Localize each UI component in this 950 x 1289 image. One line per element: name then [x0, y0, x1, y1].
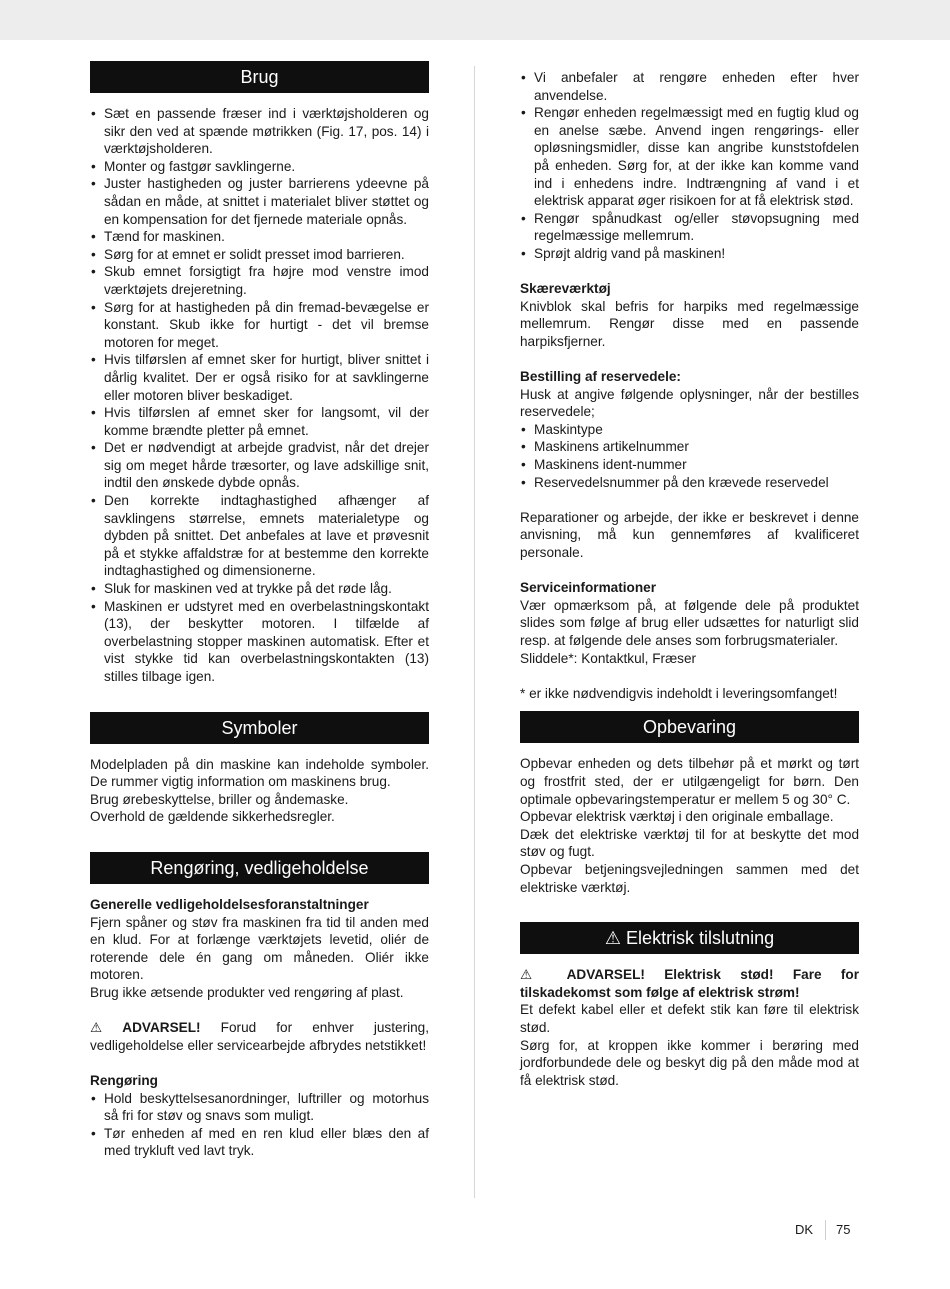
list-item: • Tør enheden af med en ren klud eller blæs den af med trykluft ved lavt tryk. [90, 1125, 429, 1160]
reservedele-list [520, 421, 859, 491]
column-divider [474, 66, 475, 1198]
list-item: • Maskinens ident-nummer [520, 456, 859, 474]
language-code: DK [795, 1222, 814, 1237]
footer-separator [825, 1220, 826, 1240]
list-item: • Sprøjt aldrig vand på maskinen! [520, 245, 859, 263]
section-heading-rengoring: Rengøring, vedligeholdelse [90, 852, 429, 884]
section-heading-elektrisk [520, 922, 859, 954]
paragraph: Husk at angive følgende oplysninger, når der bestilles reservedele; [520, 386, 859, 420]
warning-label: ADVARSEL! [122, 1020, 201, 1036]
paragraph: Opbevar elektrisk værktøj i den originale emballage. [520, 809, 834, 825]
subheading: Bestilling af reservedele: [520, 369, 681, 385]
list-item: • Skub emnet forsigtigt fra højre mod venstre imod værktøjets drejeretning. [90, 263, 429, 298]
paragraph: Vær opmærksom på, at følgende dele på produktet slides som følge af brug eller udsættes for naturligt slid resp. at følgende dele anses som forbrugsmaterialer. [520, 597, 859, 648]
list-item: • Hold beskyttelsesanordninger, luftriller og motorhus så fri for støv og snavs som muligt. [90, 1090, 429, 1125]
symboler-text: Overhold de gældende sikkerhedsregler. [90, 809, 335, 825]
list-item: • Reservedelsnummer på den krævede reservedel [520, 474, 859, 492]
rengoring-list-continued [520, 69, 859, 263]
symboler-text: Brug ørebeskyttelse, briller og åndemaske. [90, 791, 349, 807]
warning-paragraph [520, 966, 859, 1001]
page-number: 75 [836, 1222, 851, 1237]
right-column [520, 69, 859, 1089]
paragraph: Dæk det elektriske værktøj til for at beskytte det mod støv og fugt. [520, 826, 859, 860]
list-item: • Sluk for maskinen ved at trykke på det røde låg. [90, 580, 429, 598]
paragraph: Fjern spåner og støv fra maskinen fra tid til anden med en klud. For at forlænge værktøjets levetid, oliér de roterende dele én gang om måneden. Oliér ikke motoren. [90, 914, 429, 983]
list-item: • Juster hastigheden og juster barrierens ydeevne på sådan en måde, at snittet i materialet bliver støttet og en kompensation for det fjernede materiale opnås. [90, 175, 429, 228]
warning-text: Forud for enhver justering, vedligeholdelse eller servicearbejde afbrydes netstikket! [90, 1020, 430, 1053]
list-item: • Tænd for maskinen. [90, 228, 429, 246]
warning-icon: ⚠ [90, 1020, 103, 1036]
warning-icon: ⚠ [604, 928, 622, 949]
top-band [0, 0, 950, 40]
list-item: • Rengør enheden regelmæssigt med en fugtig klud og en anelse sæbe. Anvend ingen rengørings- eller opløsningsmidler, disse kan angribe kunststofdelen på enheden. Sørg for, at der ikke kan komme vand ind i enhedens indre. Indtrængning af vand i et elektrisk apparat øger risikoen for at få elektrisk stød. [520, 104, 859, 210]
list-item: • Monter og fastgør savklingerne. [90, 158, 429, 176]
section-heading-symboler: Symboler [90, 712, 429, 744]
paragraph: Knivblok skal befris for harpiks med regelmæssige mellemrum. Rengør disse med en passende harpiksfjerner. [520, 298, 859, 349]
list-item: • Rengør spånudkast og/eller støvopsugning med regelmæssige mellemrum. [520, 210, 859, 245]
paragraph: Sørg for, at kroppen ikke kommer i berøring med jordforbundede dele og beskyt dig på den måde mod at få elektrisk stød. [520, 1037, 859, 1088]
list-item: • Den korrekte indtaghastighed afhænger af savklingens størrelse, emnets materialetype og dybden på snittet. Det anbefales at lave et prøvesnit på et stykke affaldstræ for at bestemme den korrekte indtaghastighed og dimensionerne. [90, 492, 429, 580]
section-title: Elektrisk tilslutning [626, 928, 775, 949]
subheading: Serviceinformationer [520, 580, 656, 596]
list-item: • Hvis tilførslen af emnet sker for hurtigt, bliver snittet i dårlig kvalitet. Der er også risiko for at savklingerne eller motoren bliver beskadiget. [90, 351, 429, 404]
paragraph: Opbevar betjeningsvejledningen sammen med det elektriske værktøj. [520, 861, 859, 895]
paragraph: Brug ikke ætsende produkter ved rengøring af plast. [90, 984, 404, 1000]
list-item: • Maskintype [520, 421, 859, 439]
list-item: • Det er nødvendigt at arbejde gradvist, når det drejer sig om meget hårde træsorter, og lave adskillige snit, indtil den ønskede dybde opnås. [90, 439, 429, 492]
list-item: • Sørg for at hastigheden på din fremad-bevægelse er konstant. Skub ikke for hurtigt - det vil bremse motoren for meget. [90, 299, 429, 352]
brug-list [90, 105, 429, 686]
list-item: • Vi anbefaler at rengøre enheden efter hver anvendelse. [520, 69, 859, 104]
subheading: Rengøring [90, 1072, 158, 1088]
footnote: * er ikke nødvendigvis indeholdt i leveringsomfanget! [520, 685, 838, 701]
warning-icon: ⚠ [520, 967, 548, 983]
list-item: • Hvis tilførslen af emnet sker for langsomt, vil der komme brændte pletter på emnet. [90, 404, 429, 439]
paragraph: Reparationer og arbejde, der ikke er beskrevet i denne anvisning, må kun gennemføres af kvalificeret personale. [520, 509, 859, 561]
paragraph: Sliddele*: Kontaktkul, Fræser [520, 650, 697, 666]
paragraph: Opbevar enheden og dets tilbehør på et mørkt og tørt og frostfrit sted, der er utilgængeligt for børn. Den optimale opbevaringstemperatur er mellem 5 og 30° C. [520, 756, 859, 807]
section-heading-opbevaring: Opbevaring [520, 711, 859, 743]
warning-text: ADVARSEL! Elektrisk stød! Fare for tilskadekomst som følge af elektrisk strøm! [520, 967, 860, 1000]
rengoring-list [90, 1090, 429, 1160]
paragraph: Et defekt kabel eller et defekt stik kan føre til elektrisk stød. [520, 1002, 859, 1035]
list-item: • Maskinens artikelnummer [520, 438, 859, 456]
list-item: • Sørg for at emnet er solidt presset imod barrieren. [90, 246, 429, 264]
subheading: Skæreværktøj [520, 281, 611, 297]
left-column [90, 61, 429, 1160]
section-heading-brug: Brug [90, 61, 429, 93]
list-item: • Maskinen er udstyret med en overbelastningskontakt (13), der beskytter motoren. I tilfælde af overbelastning stopper maskinen automatisk. Efter et vist stykke tid kan overbelastningskontakten (13) stilles tilbage igen. [90, 598, 429, 686]
list-item: • Sæt en passende fræser ind i værktøjsholderen og sikr den ved at spænde møtrikken (Fig. 17, pos. 14) i værktøjsholderen. [90, 105, 429, 158]
symboler-text: Modelpladen på din maskine kan indeholde symboler. De rummer vigtig information om maskinens brug. [90, 756, 429, 790]
warning-paragraph [90, 1019, 429, 1054]
subheading: Generelle vedligeholdelsesforanstaltninger [90, 896, 369, 912]
